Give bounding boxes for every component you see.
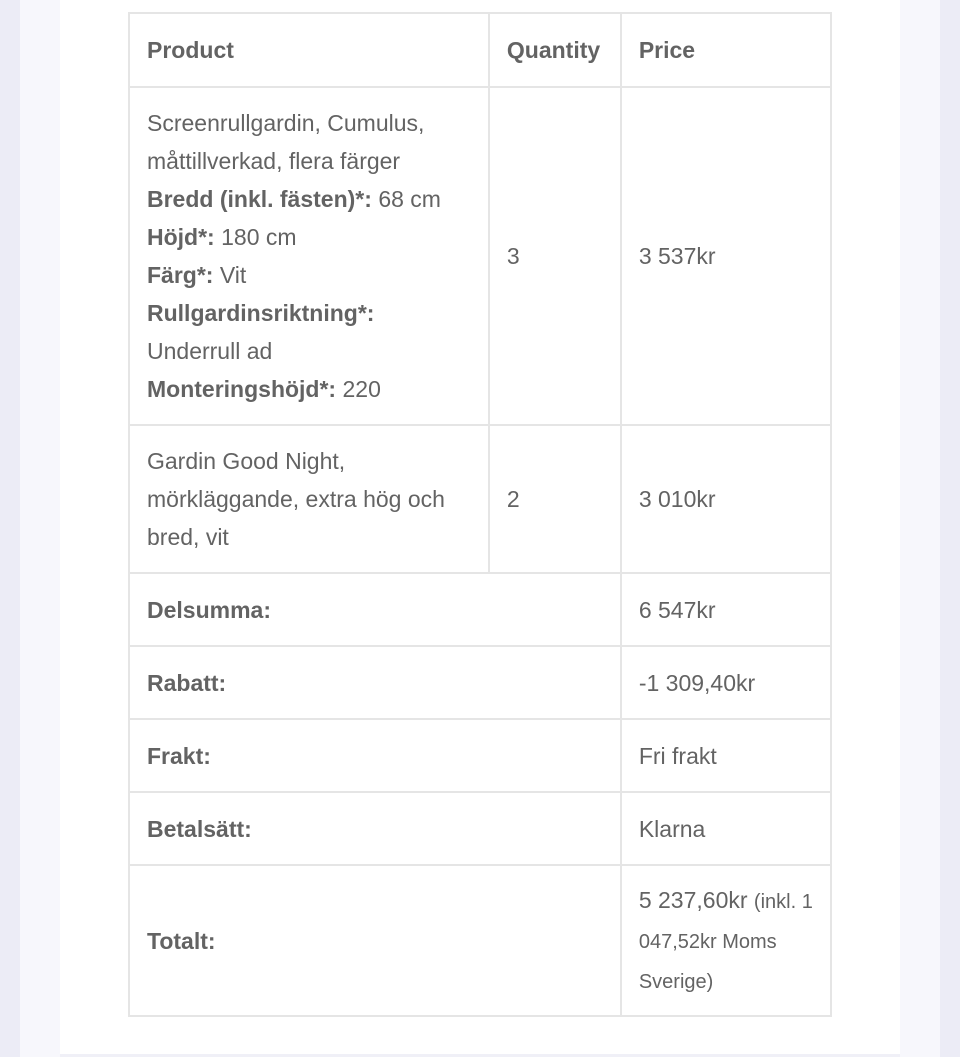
meta-value: 68 cm xyxy=(378,186,441,212)
shipping-row xyxy=(129,719,831,792)
table-row xyxy=(129,87,831,425)
meta-value: Underrull ad xyxy=(147,338,273,364)
total-cell xyxy=(621,865,831,1016)
meta-label: Färg*: xyxy=(147,262,214,288)
quantity-cell: 3 xyxy=(489,87,621,425)
product-column-header: Product xyxy=(129,13,489,87)
meta-value: 220 xyxy=(342,376,381,402)
meta-value: Vit xyxy=(219,262,247,288)
meta-label: Rullgardinsriktning*: xyxy=(147,300,375,326)
meta-label: Monteringshöjd*: xyxy=(147,376,337,402)
left-gutter xyxy=(0,0,20,1057)
order-details-card xyxy=(60,0,900,1054)
order-details-table xyxy=(128,12,832,1017)
right-margin xyxy=(900,0,940,1057)
shipping-value: Fri frakt xyxy=(621,719,831,792)
item-meta-mount-height xyxy=(147,370,471,408)
quantity-cell: 2 xyxy=(489,425,621,573)
item-meta-height xyxy=(147,218,471,256)
product-cell xyxy=(129,87,489,425)
payment-method-label: Betalsätt: xyxy=(129,792,621,865)
discount-value: -1 309,40kr xyxy=(621,646,831,719)
price-cell: 3 010kr xyxy=(621,425,831,573)
product-cell xyxy=(129,425,489,573)
subtotal-row xyxy=(129,573,831,646)
discount-row xyxy=(129,646,831,719)
item-meta-width xyxy=(147,180,471,218)
discount-label: Rabatt: xyxy=(129,646,621,719)
product-name: Screenrullgardin, Cumulus, måttillverkad, flera färger xyxy=(147,110,425,174)
item-meta-roll-direction xyxy=(147,294,471,370)
meta-label: Bredd (inkl. fästen)*: xyxy=(147,186,372,212)
subtotal-label: Delsumma: xyxy=(129,573,621,646)
product-name: Gardin Good Night, mörkläggande, extra hög och bred, vit xyxy=(147,448,445,550)
price-column-header: Price xyxy=(621,13,831,87)
meta-value: 180 cm xyxy=(221,224,297,250)
price-cell: 3 537kr xyxy=(621,87,831,425)
right-gutter xyxy=(940,0,960,1057)
total-label: Totalt: xyxy=(129,865,621,1016)
quantity-column-header: Quantity xyxy=(489,13,621,87)
table-header-row xyxy=(129,13,831,87)
meta-label: Höjd*: xyxy=(147,224,215,250)
payment-method-row xyxy=(129,792,831,865)
total-row xyxy=(129,865,831,1016)
total-tax-note: (inkl. 1 047,52kr Moms Sverige) xyxy=(638,890,813,993)
payment-method-value: Klarna xyxy=(621,792,831,865)
subtotal-value: 6 547kr xyxy=(621,573,831,646)
table-row xyxy=(129,425,831,573)
total-value: 5 237,60kr xyxy=(638,886,748,913)
left-margin xyxy=(20,0,60,1057)
shipping-label: Frakt: xyxy=(129,719,621,792)
item-meta-color xyxy=(147,256,471,294)
